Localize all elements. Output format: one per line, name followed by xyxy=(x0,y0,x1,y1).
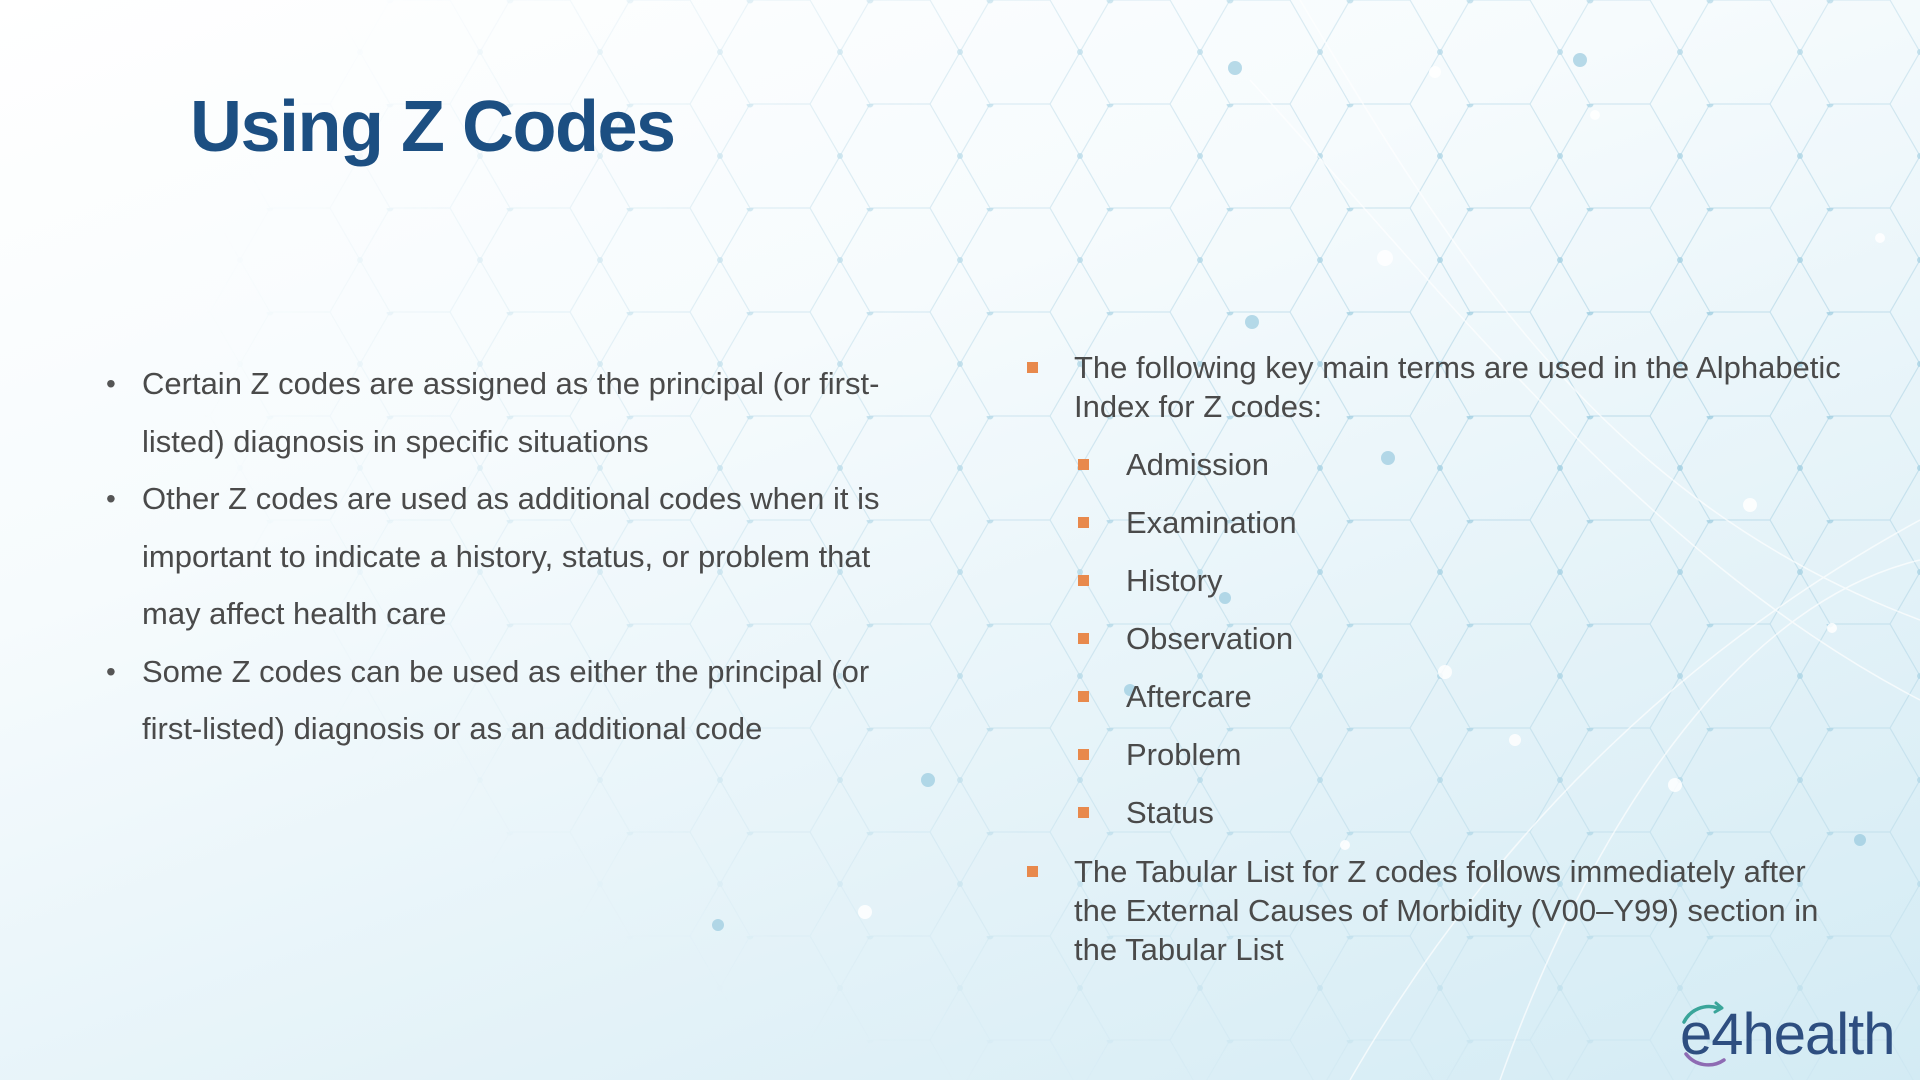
bullet-dot-icon: • xyxy=(106,655,116,687)
main-term-label: Problem xyxy=(1126,737,1242,772)
left-bullet-text: Certain Z codes are assigned as the principal (or first-listed) diagnosis in specific situations xyxy=(142,366,880,459)
bullet-dot-icon: • xyxy=(106,483,116,514)
main-terms-list xyxy=(1074,436,1856,842)
left-bullet-item xyxy=(106,643,936,758)
main-term-label: Admission xyxy=(1126,447,1269,482)
right-bullet-item-closing xyxy=(1026,852,1856,969)
e4health-logo xyxy=(1672,1000,1902,1070)
main-term-label: Status xyxy=(1126,795,1214,830)
main-term-item xyxy=(1074,726,1856,784)
logo-wordmark: e4health xyxy=(1680,1002,1895,1067)
square-bullet-icon xyxy=(1078,517,1089,528)
square-bullet-icon xyxy=(1078,807,1089,818)
main-term-label: Aftercare xyxy=(1126,679,1252,714)
left-bullet-text: Some Z codes can be used as either the principal (or first-listed) diagnosis or as an additional code xyxy=(142,653,870,746)
main-term-label: History xyxy=(1126,563,1223,598)
main-term-item xyxy=(1074,552,1856,610)
left-bullet-item xyxy=(106,355,936,470)
main-term-item xyxy=(1074,494,1856,552)
right-closing-text: The Tabular List for Z codes follows immediately after the External Causes of Morbidity (V00–Y99) section in the Tabular List xyxy=(1074,854,1819,967)
main-term-item xyxy=(1074,610,1856,668)
left-bullet-text: Other Z codes are used as additional codes when it is important to indicate a history, status, or problem that may affect health care xyxy=(142,481,880,631)
square-bullet-icon xyxy=(1078,749,1089,760)
square-bullet-icon xyxy=(1078,575,1089,586)
square-bullet-icon xyxy=(1027,362,1038,373)
square-bullet-icon xyxy=(1078,633,1089,644)
slide-title: Using Z Codes xyxy=(190,87,675,167)
right-bullet-item-intro xyxy=(1026,348,1856,842)
main-term-item xyxy=(1074,668,1856,726)
main-term-label: Examination xyxy=(1126,505,1297,540)
left-bullet-list xyxy=(106,355,936,758)
square-bullet-icon xyxy=(1078,691,1089,702)
main-term-item xyxy=(1074,436,1856,494)
square-bullet-icon xyxy=(1078,459,1089,470)
bullet-dot-icon: • xyxy=(106,368,116,399)
right-intro-text: The following key main terms are used in the Alphabetic Index for Z codes: xyxy=(1074,350,1841,424)
left-bullet-item xyxy=(106,470,936,643)
main-term-item xyxy=(1074,784,1856,842)
right-bullet-list xyxy=(1026,348,1856,969)
main-term-label: Observation xyxy=(1126,621,1294,656)
square-bullet-icon xyxy=(1027,866,1038,877)
